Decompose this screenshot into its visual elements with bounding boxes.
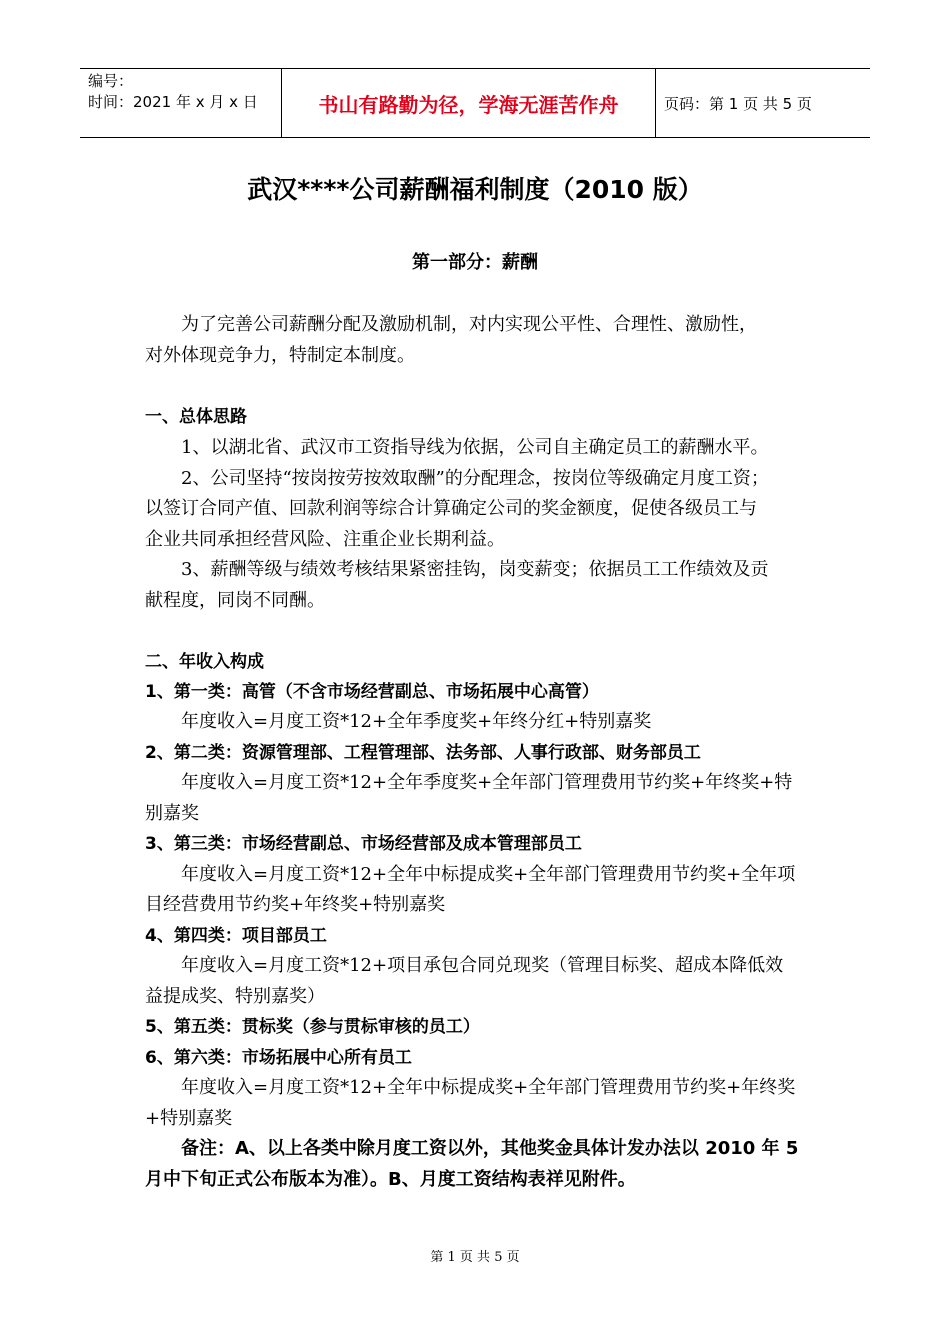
header-page-info: 页码：第 1 页 共 5 页	[664, 94, 812, 113]
intro-line: 为了完善公司薪酬分配及激励机制，对内实现公平性、合理性、激励性，	[181, 314, 757, 335]
formula-line: 益提成奖、特别嘉奖）	[145, 986, 325, 1007]
paragraph-line: 1、以湖北省、武汉市工资指导线为依据，公司自主确定员工的薪酬水平。	[181, 437, 769, 458]
paragraph-line: 2、公司坚持“按岗按劳按效取酬”的分配理念，按岗位等级确定月度工资；	[181, 468, 769, 489]
formula-line: 年度收入=月度工资*12+项目承包合同兑现奖（管理目标奖、超成本降低效	[181, 955, 784, 976]
formula-line: 年度收入=月度工资*12+全年季度奖+年终分红+特别嘉奖	[181, 711, 652, 732]
section-heading: 二、年收入构成	[145, 652, 264, 672]
formula-line: 年度收入=月度工资*12+全年季度奖+全年部门管理费用节约奖+年终奖+特	[181, 772, 793, 793]
category-heading: 1、第一类：高管（不含市场经营副总、市场拓展中心高管）	[145, 682, 599, 702]
formula-line: 年度收入=月度工资*12+全年中标提成奖+全年部门管理费用节约奖+年终奖	[181, 1077, 796, 1098]
document-title: 武汉****公司薪酬福利制度（2010 版）	[247, 175, 703, 204]
paragraph-line: 3、薪酬等级与绩效考核结果紧密挂钩，岗变薪变；依据员工工作绩效及贡	[181, 559, 769, 580]
note-line: 备注：A、以上各类中除月度工资以外，其他奖金具体计发办法以 2010 年 5	[181, 1138, 799, 1159]
formula-line: 目经营费用节约奖+年终奖+特别嘉奖	[145, 894, 446, 915]
paragraph-line: 以签订合同产值、回款利润等综合计算确定公司的奖金额度，促使各级员工与	[145, 498, 757, 519]
category-heading: 4、第四类：项目部员工	[145, 926, 327, 946]
header-motto: 书山有路勤为径，学海无涯苦作舟	[282, 69, 656, 137]
intro-line: 对外体现竞争力，特制定本制度。	[145, 345, 415, 366]
note-line: 月中下旬正式公布版本为准）。B、月度工资结构表祥见附件。	[145, 1169, 636, 1190]
formula-line: 年度收入=月度工资*12+全年中标提成奖+全年部门管理费用节约奖+全年项	[181, 864, 796, 885]
number-label: 编号：	[88, 72, 134, 90]
section-heading: 一、总体思路	[145, 407, 247, 427]
paragraph-line: 献程度，同岗不同酬。	[145, 590, 325, 611]
category-heading: 5、第五类：贯标奖（参与贯标审核的员工）	[145, 1017, 480, 1037]
category-heading: 6、第六类：市场拓展中心所有员工	[145, 1048, 412, 1068]
formula-line: +特别嘉奖	[145, 1108, 233, 1129]
paragraph-line: 企业共同承担经营风险、注重企业长期利益。	[145, 529, 505, 550]
category-heading: 3、第三类：市场经营副总、市场经营部及成本管理部员工	[145, 834, 582, 854]
category-heading: 2、第二类：资源管理部、工程管理部、法务部、人事行政部、财务部员工	[145, 743, 701, 763]
header-meta	[80, 69, 282, 137]
part-title: 第一部分：薪酬	[412, 252, 538, 273]
page-footer: 第 1 页 共 5 页	[430, 1250, 520, 1265]
formula-line: 别嘉奖	[145, 803, 199, 824]
time-label: 时间：2021 年 x 月 x 日	[88, 93, 258, 111]
page-header	[80, 68, 870, 138]
